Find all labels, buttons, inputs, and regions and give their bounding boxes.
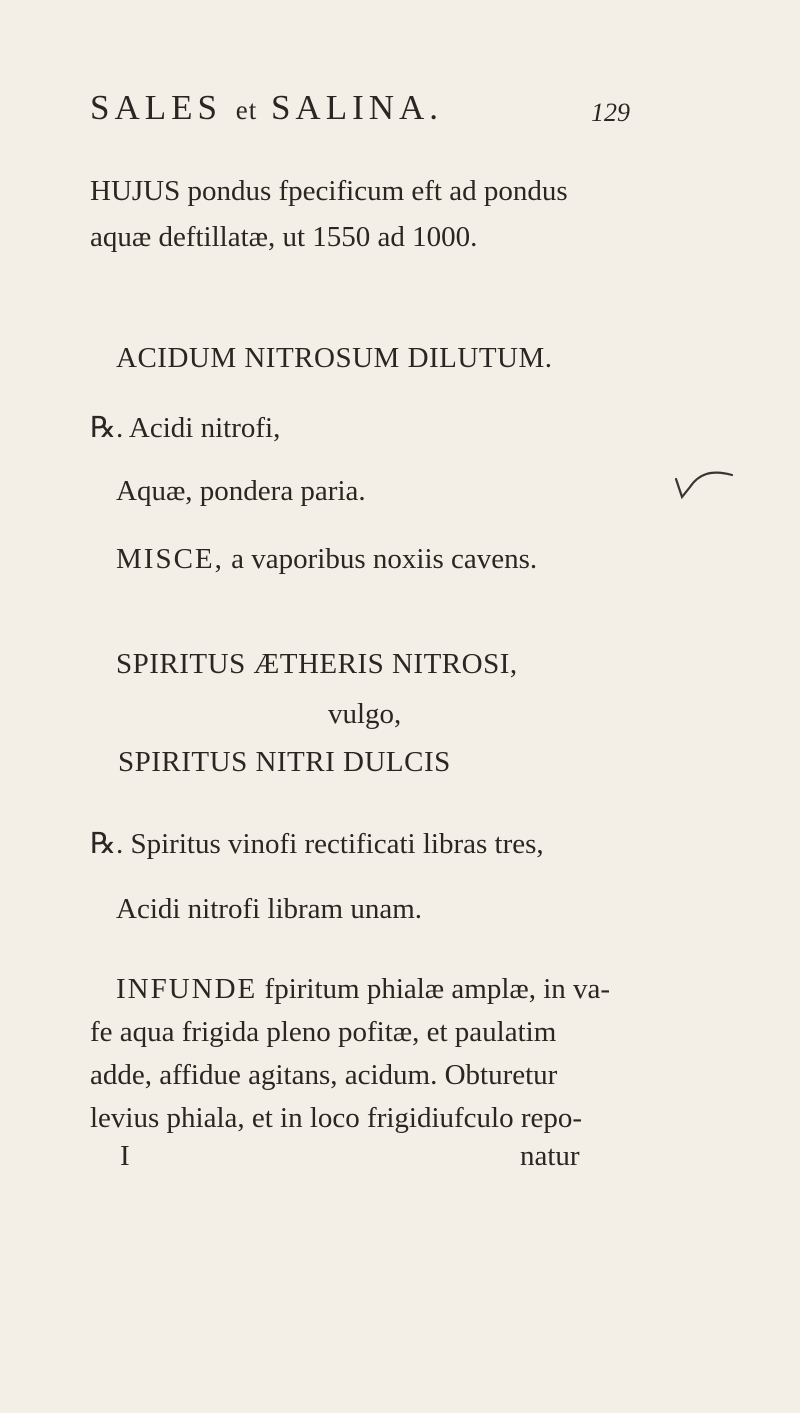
- recipe-line: ℞. Spiritus vinofi rectificati libras tres,: [90, 828, 544, 860]
- section-subheading: SPIRITUS NITRI DULCIS: [118, 746, 451, 778]
- paragraph-line: [90, 968, 610, 1011]
- paragraph-line: HUJUS pondus fpecificum eft ad pondus: [90, 175, 568, 207]
- instruction-lead: MISCE,: [116, 543, 224, 575]
- instruction-text: a vaporibus noxiis cavens.: [223, 543, 538, 575]
- recipe-line: Aquæ, pondera paria.: [116, 475, 366, 507]
- instruction-lead: INFUNDE: [116, 973, 258, 1005]
- running-head-conj: et: [235, 95, 258, 125]
- section-heading: ACIDUM NITROSUM DILUTUM.: [116, 342, 553, 374]
- paragraph-line: fe aqua frigida pleno pofitæ, et paulatim: [90, 1016, 557, 1048]
- paragraph-line: adde, affidue agitans, acidum. Obturetur: [90, 1059, 558, 1091]
- instruction-line: [116, 543, 537, 576]
- paragraph-text: fpiritum phialæ amplæ, in va-: [257, 973, 611, 1005]
- paragraph-line: aquæ deftillatæ, ut 1550 ad 1000.: [90, 221, 478, 253]
- intro-paragraph: [90, 168, 610, 260]
- section-subtitle: vulgo,: [328, 698, 402, 730]
- recipe-line: ℞. Acidi nitrofi,: [90, 412, 281, 444]
- paragraph-line: levius phiala, et in loco frigidiufculo repo-: [90, 1102, 583, 1134]
- running-head: [90, 88, 630, 128]
- section-heading: SPIRITUS ÆTHERIS NITROSI,: [116, 648, 518, 680]
- signature-mark: I: [120, 1140, 130, 1172]
- page-number: 129: [591, 98, 630, 127]
- handwritten-check-mark-icon: [670, 465, 740, 505]
- running-head-title2: SALINA.: [270, 88, 444, 127]
- catchword: natur: [520, 1140, 580, 1172]
- running-head-title: SALES: [90, 88, 222, 127]
- recipe-line: Acidi nitrofi libram unam.: [116, 893, 423, 925]
- instruction-paragraph: [90, 968, 610, 1140]
